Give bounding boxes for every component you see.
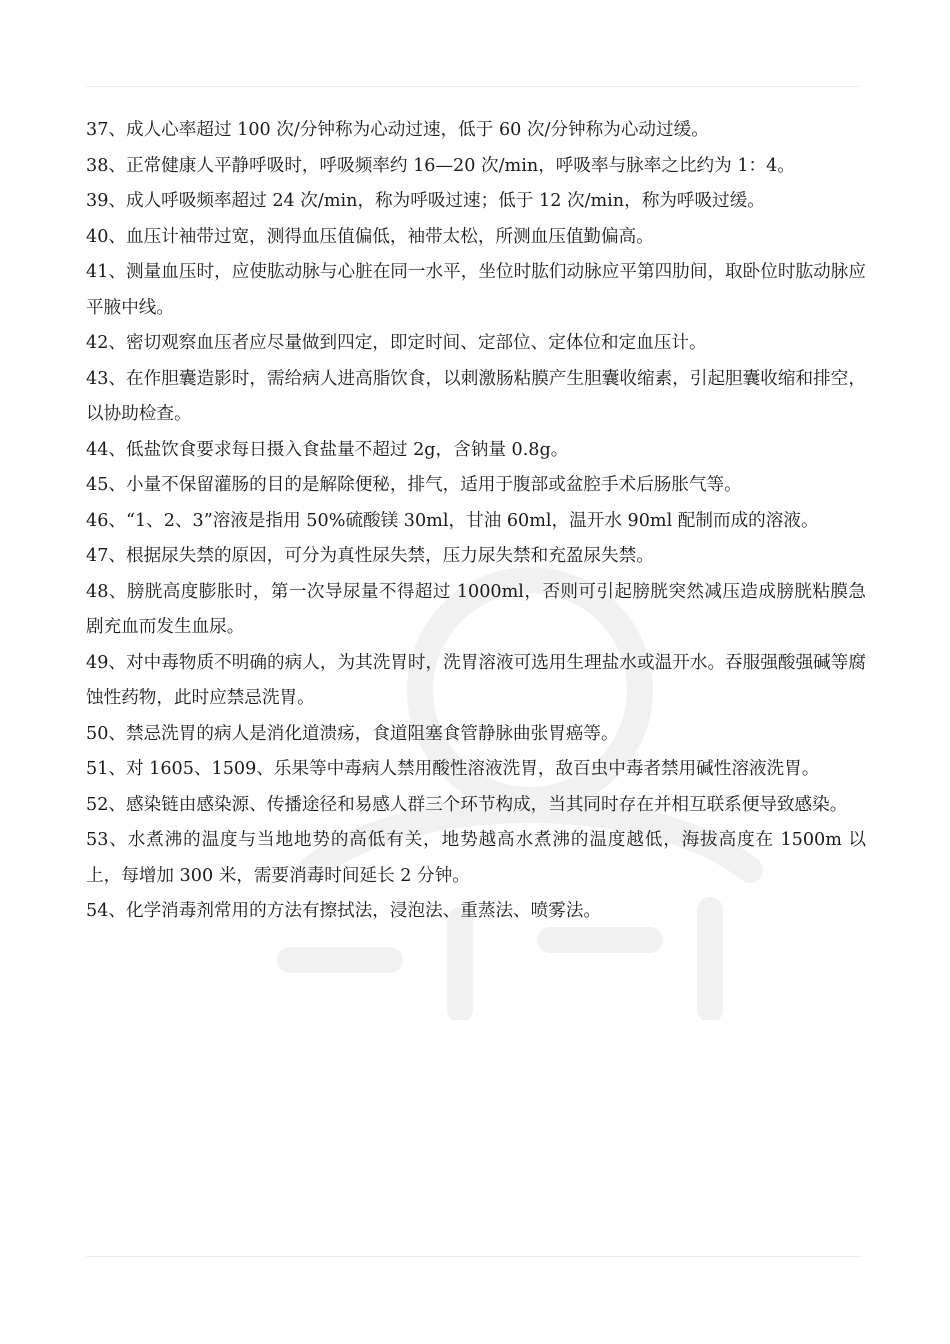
list-item: 38、正常健康人平静呼吸时，呼吸频率约 16—20 次/min，呼吸率与脉率之比约为 1：4。	[86, 155, 795, 176]
list-item: 47、根据尿失禁的原因，可分为真性尿失禁，压力尿失禁和充盈尿失禁。	[86, 546, 654, 566]
list-item: 51、对 1605、1509、乐果等中毒病人禁用酸性溶液洗胃，敌百虫中毒者禁用碱性溶液洗胃。	[86, 759, 820, 779]
list-item: 41、测量血压时，应使肱动脉与心脏在同一水平，坐位时肱们动脉应平第四肋间，取卧位时肱动脉应平腋中线。	[86, 262, 866, 318]
list-item: 44、低盐饮食要求每日摄入食盐量不超过 2g，含钠量 0.8g。	[86, 439, 569, 460]
list-item: 46、“1、2、3”溶液是指用 50%硫酸镁 30ml，甘油 60ml，温开水 90ml 配制而成的溶液。	[86, 510, 819, 531]
bottom-page-rule	[86, 1256, 862, 1257]
list-item: 37、成人心率超过 100 次/分钟称为心动过速，低于 60 次/分钟称为心动过缓。	[86, 120, 709, 140]
list-item: 39、成人呼吸频率超过 24 次/min，称为呼吸过速；低于 12 次/min，称为呼吸过缓。	[86, 191, 765, 211]
document-body	[86, 113, 866, 930]
list-item: 45、小量不保留灌肠的目的是解除便秘，排气，适用于腹部或盆腔手术后肠胀气等。	[86, 475, 742, 495]
list-item: 54、化学消毒剂常用的方法有擦拭法，浸泡法、重蒸法、喷雾法。	[86, 901, 602, 921]
top-page-rule	[86, 86, 862, 87]
list-item: 53、水煮沸的温度与当地地势的高低有关，地势越高水煮沸的温度越低，海拔高度在 1500m 以上，每增加 300 米，需要消毒时间延长 2 分钟。	[86, 830, 866, 886]
list-item: 49、对中毒物质不明确的病人，为其洗胃时，洗胃溶液可选用生理盐水或温开水。吞服强酸强碱等腐蚀性药物，此时应禁忌洗胃。	[86, 652, 866, 708]
list-item: 50、禁忌洗胃的病人是消化道溃疡，食道阻塞食管静脉曲张胃癌等。	[86, 723, 619, 744]
list-item: 43、在作胆囊造影时，需给病人进高脂饮食，以刺激肠粘膜产生胆囊收缩素，引起胆囊收缩和排空，以协助检查。	[86, 368, 866, 424]
list-item: 52、感染链由感染源、传播途径和易感人群三个环节构成，当其同时存在并相互联系便导致感染。	[86, 794, 848, 815]
list-item: 48、膀胱高度膨胀时，第一次导尿量不得超过 1000ml，否则可引起膀胱突然减压造成膀胱粘膜急剧充血而发生血尿。	[86, 581, 866, 637]
list-item: 40、血压计袖带过宽，测得血压值偏低，袖带太松，所测血压值勤偏高。	[86, 226, 654, 247]
list-item: 42、密切观察血压者应尽量做到四定，即定时间、定部位、定体位和定血压计。	[86, 333, 707, 353]
